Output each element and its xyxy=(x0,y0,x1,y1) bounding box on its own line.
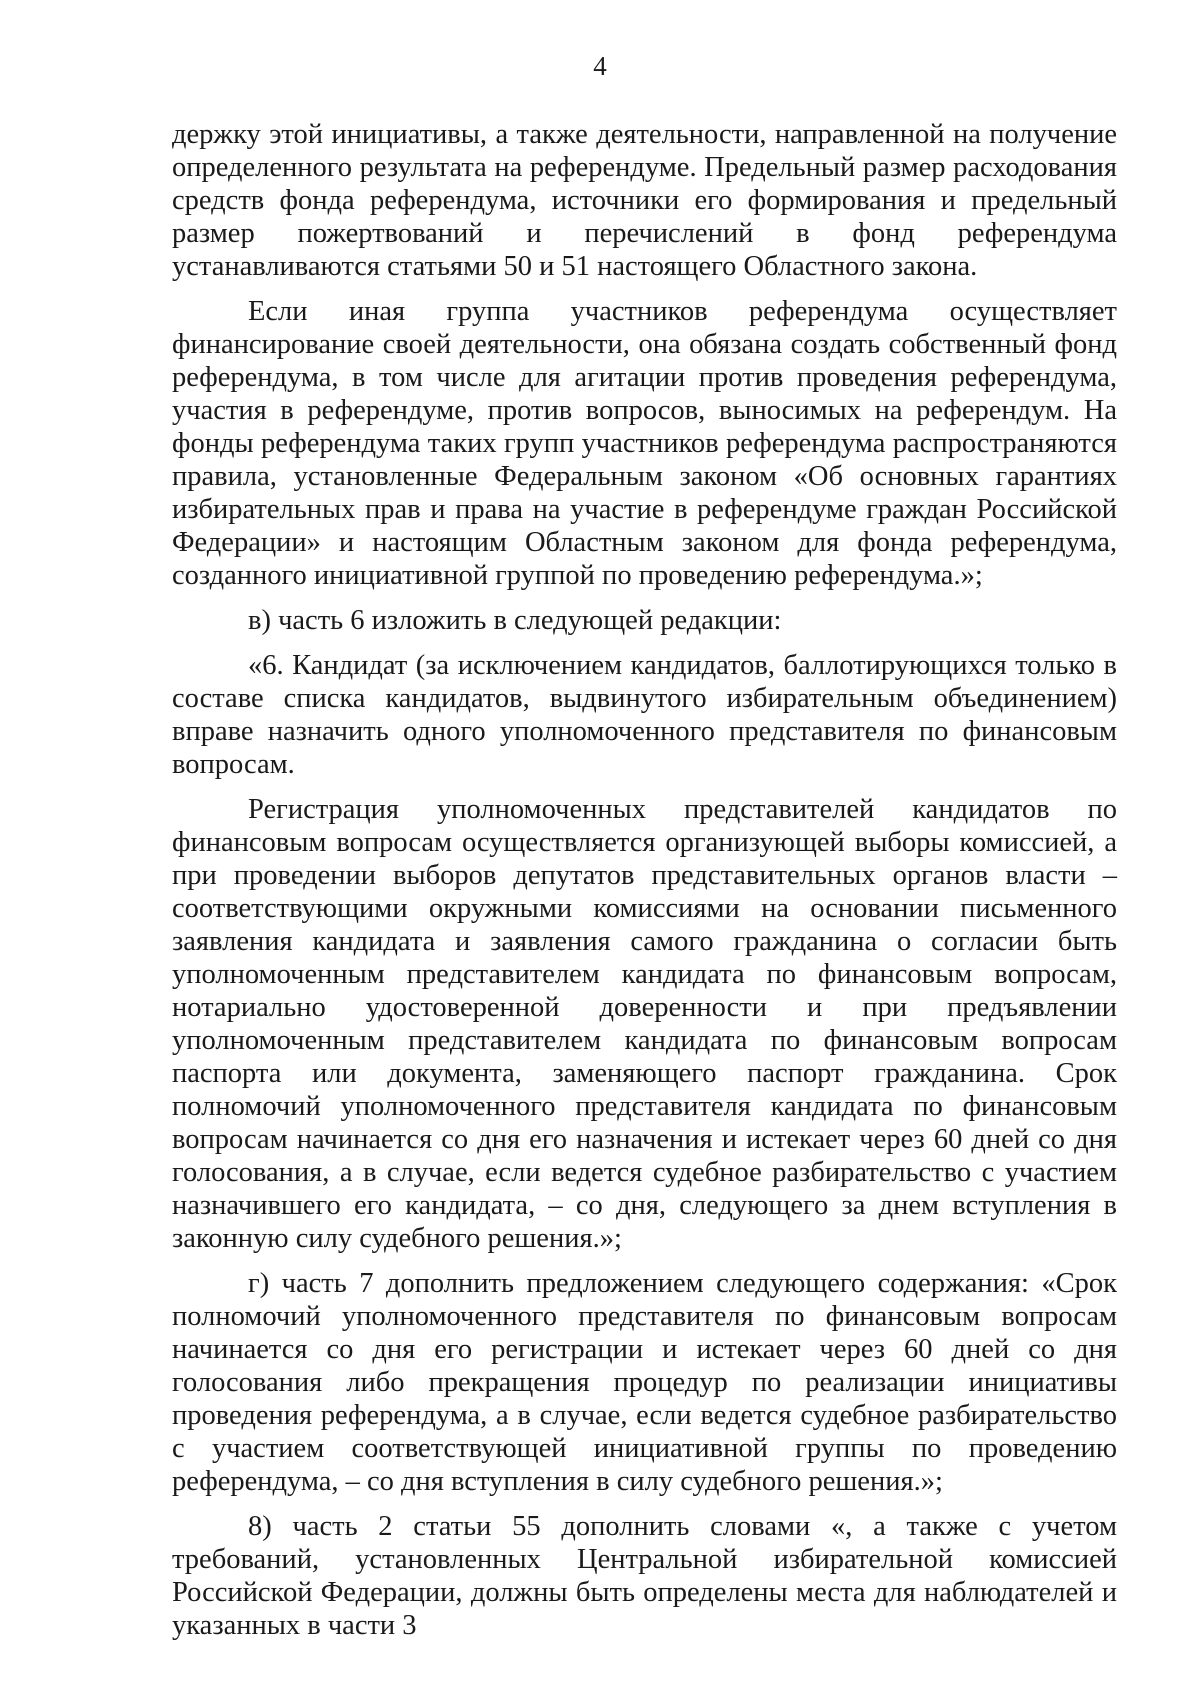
document-body xyxy=(172,118,1117,1654)
paragraph-1: держку этой инициативы, а также деятельности, направленной на получение определенного результата на референдуме. Предельный размер расходования средств фонда референдума, источники его формирования и предельный размер пожертвований и перечислений в фонд референдума устанавливаются статьями 50 и 51 настоящего Областного закона. xyxy=(172,119,1117,282)
paragraph-3: в) часть 6 изложить в следующей редакции: xyxy=(248,605,782,636)
paragraph-5: Регистрация уполномоченных представителей кандидатов по финансовым вопросам осуществляется организующей выборы комиссией, а при проведении выборов депутатов представительных органов власти – соответствующими окружными комиссиями на основании письменного заявления кандидата и заявления самого гражданина о согласии быть уполномоченным представителем кандидата по финансовым вопросам, нотариально удостоверенной доверенности и при предъявлении уполномоченным представителем кандидата по финансовым вопросам паспорта или документа, заменяющего паспорт гражданина. Срок полномочий уполномоченного представителя кандидата по финансовым вопросам начинается со дня его назначения и истекает через 60 дней со дня голосования, а в случае, если ведется судебное разбирательство с участием назначившего его кандидата, – со дня, следующего за днем вступления в законную силу судебного решения.»; xyxy=(172,794,1117,1254)
paragraph-6: г) часть 7 дополнить предложением следующего содержания: «Срок полномочий уполномоченного представителя по финансовым вопросам начинается со дня его регистрации и истекает через 60 дней со дня голосования либо прекращения процедур по реализации инициативы проведения референдума, а в случае, если ведется судебное разбирательство с участием соответствующей инициативной группы по проведению референдума, – со дня вступления в силу судебного решения.»; xyxy=(172,1268,1117,1497)
paragraph-7: 8) часть 2 статьи 55 дополнить словами «, а также с учетом требований, установленных Центральной избирательной комиссией Российской Федерации, должны быть определены места для наблюдателей и указанных в части 3 xyxy=(172,1511,1117,1641)
paragraph-4: «6. Кандидат (за исключением кандидатов, баллотирующихся только в составе списка кандидатов, выдвинутого избирательным объединением) вправе назначить одного уполномоченного представителя по финансовым вопросам. xyxy=(172,650,1117,780)
page-number: 4 xyxy=(593,51,607,81)
paragraph-2: Если иная группа участников референдума осуществляет финансирование своей деятельности, она обязана создать собственный фонд референдума, в том числе для агитации против проведения референдума, участия в референдуме, против вопросов, выносимых на референдум. На фонды референдума таких групп участников референдума распространяются правила, установленные Федеральным законом «Об основных гарантиях избирательных прав и права на участие в референдуме граждан Российской Федерации» и настоящим Областным законом для фонда референдума, созданного инициативной группой по проведению референдума.»; xyxy=(172,296,1117,591)
